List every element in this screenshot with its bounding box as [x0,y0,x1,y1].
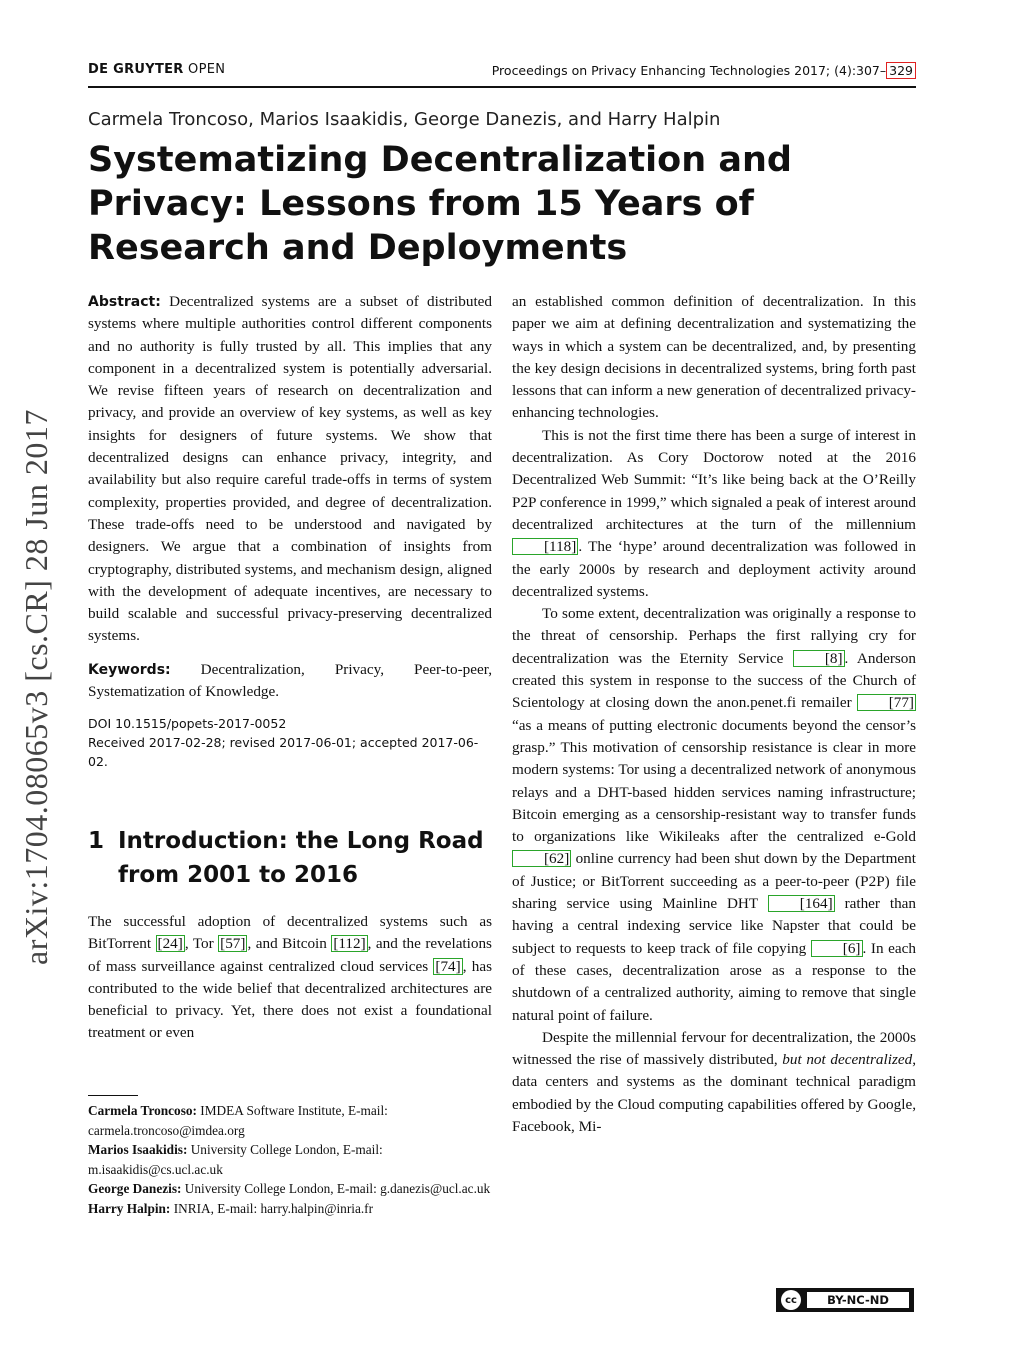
intro-text-2: , Tor [184,935,219,953]
intro-text-5: , has contributed to the wide belief that decentralized architectures are beneficial to privacy. Yet, there does not exist a foundational treatment or even [88,957,492,1042]
last-page-link[interactable]: 329 [886,62,916,79]
footnote-author: George Danezis: [88,1181,182,1196]
citation-link[interactable]: [77] [857,694,916,711]
citation-link[interactable]: [164] [768,895,835,912]
left-column [88,291,492,771]
footnote-author: Harry Halpin: [88,1200,171,1216]
paragraph-text: Despite the millennial fervour for decentralization, the 2000s witnessed the rise of massively distributed, [512,1028,916,1069]
footnote-item [88,1140,492,1179]
publisher-label [88,62,225,77]
author-footnotes [88,1101,492,1218]
right-column [512,291,916,1138]
publisher-bold: DE GRUYTER [88,62,184,77]
doi: DOI 10.1515/popets-2017-0052 [88,716,287,732]
header-rule [88,86,916,88]
paragraph [512,1027,916,1138]
keywords-text: Decentralization, Privacy, Peer-to-peer, Systematization of Knowledge. [88,660,492,701]
paragraph-text: . Anderson created this system in response to the success of the Church of Scientology at closing down the anon.penet.fi remailer [512,649,916,712]
paragraph-text: . In each of these cases, decentralization arose as a response to the shutdown of a centralized authority, aiming to remove that single natural point of failure. [512,939,916,1024]
paragraph-text: This is not the first time there has been a surge of interest in decentralization. As Cory Doctorow noted at the 2016 Decentralized Web Summit: “It’s like being back at the O’Reilly P2P conference in 1999,” which signaled a peak of interest around decentralized architectures at the turn of the millennium [512,426,916,533]
footnote-author: Marios Isaakidis: [88,1142,188,1157]
paper-title: Systematizing Decentralization and Privacy: Lessons from 15 Years of Research and Deployments [88,140,792,268]
emphasis-text: but not decentralized [782,1051,913,1069]
paragraph: an established common definition of decentralization. In this paper we aim at defining decentralization and systematizing the ways in which a system can be decentralized, and, by presenting the key design decisions in decentralized systems, bring forth past lessons that can inform a new generation of decentralized privacy-enhancing technologies. [512,293,916,422]
paragraph-text: . The ‘hype’ around decentralization was followed in the early 2000s by research and deployment activity around decentralized systems. [512,538,916,600]
journal-citation [492,63,916,78]
journal-citation-prefix: Proceedings on Privacy Enhancing Technologies 2017; (4):307– [491,63,887,78]
intro-text-1: The successful adoption of decentralized systems such as BitTorrent [88,913,492,953]
section-heading [88,824,492,892]
citation-link[interactable]: [24] [157,935,183,953]
footnote-rule [88,1095,138,1096]
paragraph [512,603,916,1027]
footnote-affiliation: INRIA, E-mail: harry.halpin@inria.fr [170,1200,374,1216]
citation-link[interactable]: [6] [811,940,863,957]
footnote-item [88,1179,492,1199]
citation-link[interactable]: [118] [512,538,578,555]
arxiv-identifier: arXiv:1704.08065v3 [cs.CR] 28 Jun 2017 [18,409,54,965]
running-header [88,62,916,82]
paragraph-text: , data centers and systems as the dominant technical paradigm embodied by the Cloud computing capabilities offered by Google, Facebook, Mi- [512,1051,916,1135]
received-dates: Received 2017-02-28; revised 2017-06-01; accepted 2017-06-02. [88,735,479,770]
paragraph-text: To some extent, decentralization was originally a response to the threat of censorship. Perhaps the first rallying cry for decentralization was the Eternity Service [512,605,916,667]
footnote-affiliation: University College London, E-mail: m.isaakidis@cs.ucl.ac.uk [88,1142,383,1177]
publisher-rest: OPEN [183,62,226,77]
footnote-item [88,1199,492,1219]
paragraph-text: “as a means of putting electronic documents beyond the censor’s grasp.” This motivation of censorship resistance is clear in more modern systems: Tor using a decentralized network of anonymous relays and a DHT-based hidden services naming infrastructure; Bitcoin emerging as a censorship-resistant way to transfer funds to organizations like Wikileaks after the centralized e-Gold [512,716,916,846]
abstract-label: Abstract: [88,294,161,310]
citation-link[interactable]: [57] [220,935,246,953]
abstract-text: Decentralized systems are a subset of distributed systems where multiple authorities control different components and no authority is fully trusted by all. This implies that any component in a decentralized system is potentially adversarial. We revise fifteen years of research on decentralization and privacy, and provide an overview of key systems, as well as key insights for designers of future systems. We show that decentralized designs can enhance privacy, integrity, and availability but also require careful trade-offs in terms of system complexity, properties provided, and degree of decentralization. These trade-offs need to be understood and navigated by designers. We argue that a combination of insights from cryptography, distributed systems, and mechanism design, aligned with the development of adequate incentives, are necessary to build scalable and successful privacy-preserving decentralized systems. [88,293,492,645]
footnote-affiliation: IMDEA Software Institute, E-mail: carmela.troncoso@imdea.org [88,1103,388,1138]
citation-link[interactable]: [74] [435,957,461,975]
citation-link[interactable]: [112] [333,935,366,953]
footnote-author: Carmela Troncoso: [88,1103,197,1118]
intro-text-3: , and Bitcoin [247,935,332,953]
intro-text-4: , and the revelations of mass surveillance against centralized cloud services [88,935,492,975]
license-badge[interactable] [776,1288,914,1312]
citation-link[interactable]: [62] [512,850,571,867]
creative-commons-icon: cc [781,1290,801,1310]
abstract [88,291,492,648]
keywords [88,659,492,704]
paragraph-text: rather than having a central indexing service like Napster that could be subject to requests to keep track of file copying [512,895,916,957]
footnote-affiliation: University College London, E-mail: g.danezis@ucl.ac.uk [181,1181,491,1196]
paragraph-text: online currency had been shut down by the Department of Justice; or BitTorrent succeeding as a peer-to-peer (P2P) file sharing service using Mainline DHT [512,850,916,913]
section-number: 1 [88,828,105,854]
license-text: BY-NC-ND [807,1292,909,1308]
paragraph [512,425,916,603]
citation-link[interactable]: [8] [793,650,845,667]
intro-paragraph [88,911,492,1045]
footnote-item [88,1101,492,1140]
section-title: Introduction: the Long Road from 2001 to 2016 [118,828,484,888]
keywords-label: Keywords: [88,661,171,678]
author-list: Carmela Troncoso, Marios Isaakidis, George Danezis, and Harry Halpin [88,109,721,130]
